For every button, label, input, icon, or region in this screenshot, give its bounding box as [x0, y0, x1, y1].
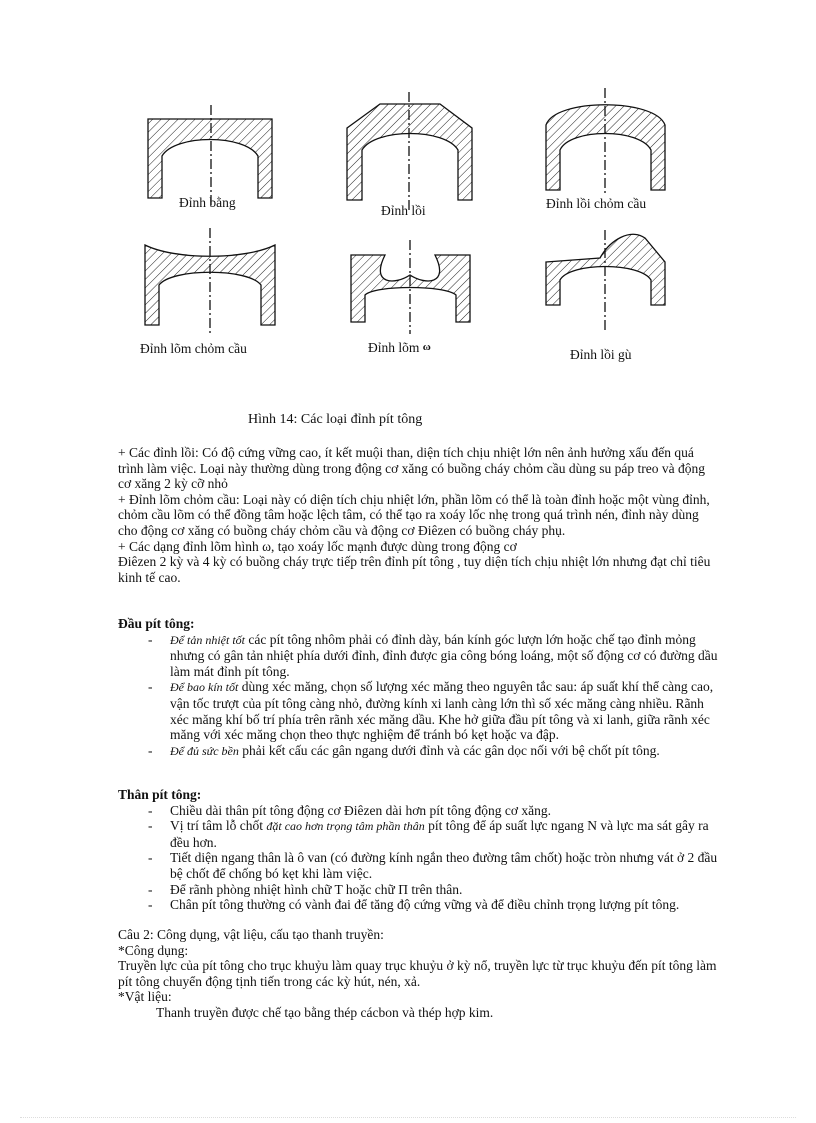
list-item: - Vị trí tâm lỗ chốt đặt cao hơn trọng tâm phần thân pít tông để áp suất lực ngang N và lực ma sát gây ra đều hơn.: [148, 818, 709, 850]
piston-flat-drawing: [148, 105, 272, 205]
piston-concave-dome-drawing: [145, 228, 275, 336]
caption-concave-dome: Đỉnh lõm chỏm cầu: [140, 341, 247, 356]
list-item: - Để bao kín tốt dùng xéc măng, chọn số lượng xéc măng theo nguyên tắc sau: áp suất khí thể càng cao, vận tốc trượt của pít tông càng nhỏ, đường kính xi lanh càng lớn thì số xéc măng càng nhiều. Rãnh xéc măng khí bố trí phía trên rãnh xéc măng dầu. Khe hở giữa đầu pít tông và xi lanh, giữa rãnh xéc măng với xéc măng chọn theo thực nghiệm để tránh bó kẹt hoặc va đập.: [148, 679, 714, 743]
paragraph-convex: + Các đỉnh lồi: Có độ cứng vững cao, ít kết muội than, diện tích chịu nhiệt lớn nên ảnh hưởng xấu đến quá trình làm việc. Loại này thường dùng trong động cơ xăng có buồng cháy chỏm cầu dùng su páp treo và động cơ xăng 2 kỳ cỡ nhỏ: [118, 445, 705, 492]
caption-concave-omega-text: Đỉnh lõm: [368, 340, 420, 355]
question-line: Câu 2: Công dụng, vật liệu, cấu tạo thanh truyền:: [118, 927, 384, 942]
caption-convex: Đỉnh lồi: [381, 203, 426, 218]
caption-concave-omega: [368, 340, 431, 356]
paragraph-concave-dome: + Đỉnh lõm chỏm cầu: Loại này có diện tích chịu nhiệt lớn, phần lõm có thể là toàn đỉnh hoặc một vùng đỉnh, chỏm cầu lõm có thể đồng tâm hoặc lệch tâm, có thể tạo ra xoáy lốc nhẹ trong quá trình nén, đỉnh này dùng cho động cơ xăng có buồng cháy chỏm cầu và động cơ Điêzen có buồng cháy phụ.: [118, 491, 710, 538]
question-section: [118, 927, 718, 1021]
piston-convex-hump-drawing: [546, 230, 665, 330]
page-bottom-divider: [20, 1117, 796, 1118]
piston-body-heading: Thân pít tông:: [118, 787, 202, 802]
list-item: - Để đủ sức bền phải kết cấu các gân ngang dưới đỉnh và các gân dọc nối với bệ chốt pít tông.: [148, 742, 660, 758]
piston-body-section: [118, 787, 718, 913]
piston-head-section: [118, 616, 718, 759]
piston-convex-drawing: [347, 92, 472, 210]
piston-head-heading: Đầu pít tông:: [118, 616, 195, 631]
list-item: - Chân pít tông thường có vành đai để tăng độ cứng vững và để điều chỉnh trọng lượng pít tông.: [148, 897, 680, 913]
list-item: - Để rãnh phòng nhiệt hình chữ T hoặc chữ Π trên thân.: [148, 881, 463, 897]
paragraph-diesel: Điêzen 2 kỳ và 4 kỳ có buồng cháy trực tiếp trên đỉnh pít tông , tuy diện tích chịu nhiệt lớn nhưng đạt chỉ tiêu kinh tế cao.: [118, 554, 711, 585]
caption-convex-hump: Đỉnh lồi gù: [570, 347, 632, 362]
list-item: - Chiều dài thân pít tông động cơ Điêzen dài hơn pít tông động cơ xăng.: [148, 802, 551, 818]
use-text: Truyền lực của pít tông cho trục khuỷu làm quay trục khuỷu ở kỳ nổ, truyền lực từ trục khuỷu đến pít tông làm pít tông chuyển động tịnh tiến trong các kỳ hút, nén, xả.: [118, 958, 717, 989]
paragraph-omega: + Các dạng đỉnh lõm hình ω, tạo xoáy lốc mạnh được dùng trong động cơ: [118, 538, 517, 554]
list-item: - Để tản nhiệt tốt các pít tông nhôm phải có đỉnh dày, bán kính góc lượn lớn hoặc chế tạo đỉnh mỏng nhưng có gân tản nhiệt phía dưới đỉnh, đỉnh được gia công bóng loáng, một số động cơ có đường dầu làm mát đỉnh pít tông.: [148, 631, 718, 679]
caption-convex-dome: Đỉnh lồi chỏm cầu: [546, 196, 647, 211]
piston-concave-omega-drawing: [351, 240, 470, 334]
piston-convex-dome-drawing: [546, 88, 665, 196]
caption-flat: Đỉnh bằng: [179, 195, 236, 210]
material-label: *Vật liệu:: [118, 989, 172, 1005]
crown-types-section: [118, 445, 718, 585]
material-text: Thanh truyền được chế tạo bằng thép cácbon và thép hợp kim.: [156, 1004, 494, 1020]
omega-symbol: ω: [422, 341, 431, 353]
figure-title: Hình 14: Các loại đỉnh pít tông: [248, 412, 423, 427]
list-item: - Tiết diện ngang thân là ô van (có đường kính ngắn theo đường tâm chốt) hoặc tròn nhưng vát ở 2 đầu bệ chốt để chống bó kẹt khi làm việc.: [148, 850, 718, 881]
use-label: *Công dụng:: [118, 942, 189, 958]
